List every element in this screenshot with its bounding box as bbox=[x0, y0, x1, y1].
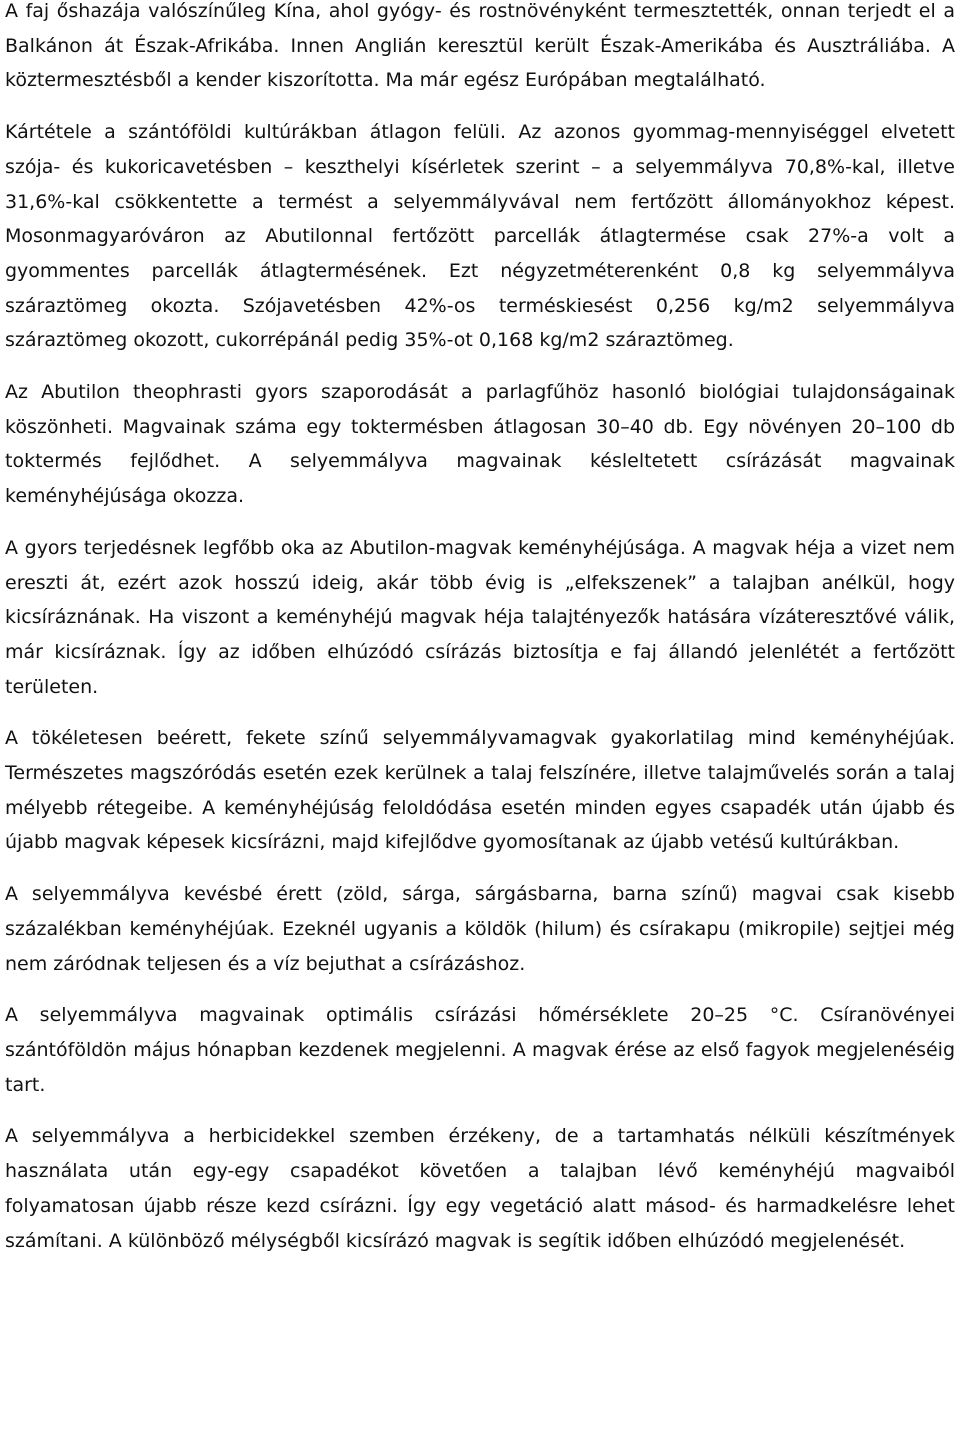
paragraph-hard-seed: A gyors terjedésnek legfőbb oka az Abutilon-magvak keményhéjúsága. A magvak héja a vizet nem ereszti át, ezért azok hosszú ideig, akár több évig is „elfekszenek” a talajban anélkül, hogy kicsíráznának. Ha viszont a keményhéjú magvak héja talajtényezők hatására vízáteresztővé válik, már kicsíráznak. Így az időben elhúzódó csírázás biztosítja e faj állandó jelenlétét a fertőzött területen. bbox=[5, 536, 955, 698]
paragraph-ripe-seeds: A tökéletesen beérett, fekete színű selyemmályvamagvak gyakorlatilag mind keményhéjúak. Természetes magszóródás esetén ezek kerülnek a talaj felszínére, illetve talajművelés során a talaj mélyebb rétegeibe. A keményhéjúság feloldódása esetén minden egyes csapadék után újabb és újabb magvak képesek kicsírázni, majd kifejlődve gyomosítanak az újabb vetésű kultúrákban. bbox=[5, 727, 955, 854]
paragraph-herbicides: A selyemmályva a herbicidekkel szemben érzékeny, de a tartamhatás nélküli készítmények használata után egy-egy csapadékot követően a talajban lévő keményhéjú magvaiból folyamatosan újabb része kezd csírázni. Így egy vegetáció alatt másod- és harmadkelésre lehet számítani. A különböző mélységből kicsírázó magvak is segítik időben elhúzódó megjelenését. bbox=[5, 1125, 955, 1252]
paragraph-unripe-seeds: A selyemmályva kevésbé érett (zöld, sárga, sárgásbarna, barna színű) magvai csak kisebb százalékban keményhéjúak. Ezeknél ugyanis a köldök (hilum) és csírakapu (mikropile) sejtjei még nem záródnak teljesen és a víz bejuthat a csírázáshoz. bbox=[5, 883, 955, 975]
paragraph-origin: A faj őshazája valószínűleg Kína, ahol gyógy- és rostnövényként termesztették, onnan terjedt el a Balkánon át Észak-Afrikába. Innen Anglián keresztül került Észak-Amerikába és Ausztráliába. A köztermesztésből a kender kiszorította. Ma már egész Európában megtalálható. bbox=[5, 0, 955, 92]
paragraph-reproduction: Az Abutilon theophrasti gyors szaporodását a parlagfűhöz hasonló biológiai tulajdonságainak köszönheti. Magvainak száma egy toktermésben átlagosan 30–40 db. Egy növényen 20–100 db toktermés fejlődhet. A selyemmályva magvainak késleltetett csírázását magvainak keményhéjúsága okozza. bbox=[5, 381, 955, 508]
document-page bbox=[5, 0, 955, 1275]
paragraph-germination: A selyemmályva magvainak optimális csírázási hőmérséklete 20–25 °C. Csíranövényei szántóföldön május hónapban kezdenek megjelenni. A magvak érése az első fagyok megjelenéséig tart. bbox=[5, 1004, 955, 1096]
paragraph-damage: Kártétele a szántóföldi kultúrákban átlagon felüli. Az azonos gyommag-mennyiséggel elvetett szója- és kukoricavetésben – keszthelyi kísérletek szerint – a selyemmályva 70,8%-kal, illetve 31,6%-kal csökkentette a termést a selyemmályvával nem fertőzött állományokhoz képest. Mosonmagyaróváron az Abutilonnal fertőzött parcellák átlagtermése csak 27%-a volt a gyommentes parcellák átlagtermésének. Ezt négyzetméterenként 0,8 kg selyemmályva száraztömeg okozta. Szójavetésben 42%-os terméskiesést 0,256 kg/m2 selyemmályva száraztömeg okozott, cukorrépánál pedig 35%-ot 0,168 kg/m2 száraztömeg. bbox=[5, 121, 955, 352]
